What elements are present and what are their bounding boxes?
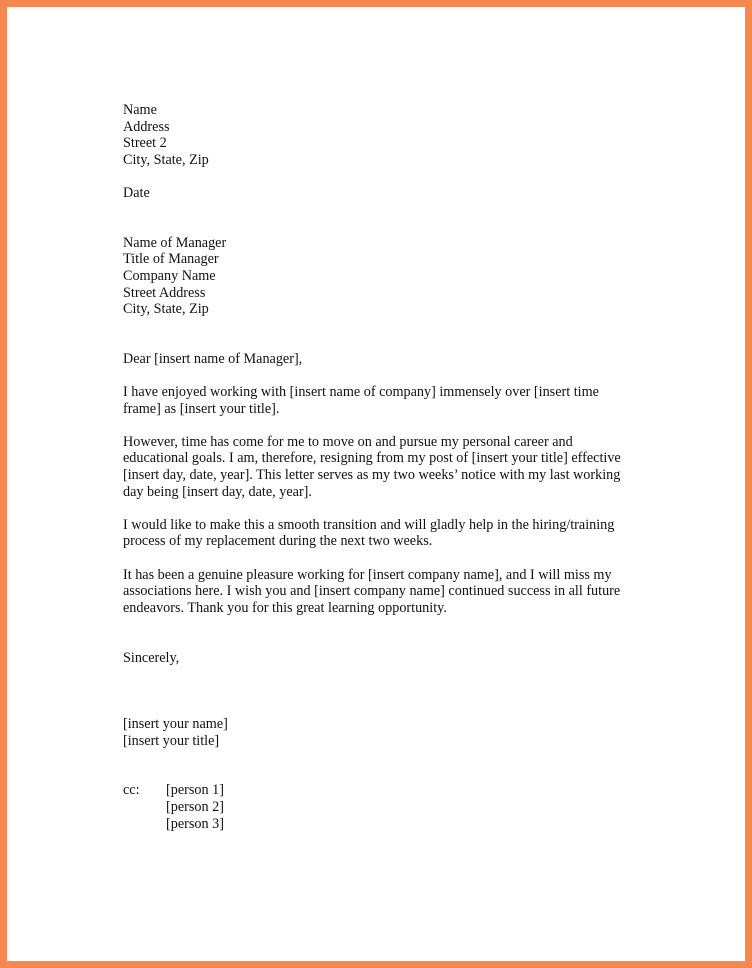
paragraph-line: [insert day, date, year]. This letter serves as my two weeks’ notice with my last working xyxy=(123,467,621,484)
cc-recipient: [person 2] xyxy=(166,798,224,815)
date-block xyxy=(123,185,643,202)
paragraph-line: It has been a genuine pleasure working for [insert company name], and I will miss my xyxy=(123,566,612,583)
paragraph-line: process of my replacement during the next two weeks. xyxy=(123,533,433,550)
signature-title: [insert your title] xyxy=(123,732,220,749)
letter-date: Date xyxy=(123,184,150,201)
sender-address-block xyxy=(123,102,643,168)
salutation-block xyxy=(123,351,643,368)
recipient-city-state-zip: City, State, Zip xyxy=(123,301,209,318)
recipient-address-block xyxy=(123,235,643,318)
cc-recipient: [person 1] xyxy=(166,782,224,799)
recipient-title: Title of Manager xyxy=(123,251,219,268)
paragraph-line: endeavors. Thank you for this great learning opportunity. xyxy=(123,599,447,616)
body-paragraph-2 xyxy=(123,434,643,500)
cc-label: cc: xyxy=(123,782,140,799)
sender-name: Name xyxy=(123,102,157,118)
body-paragraph-1 xyxy=(123,384,643,417)
recipient-company: Company Name xyxy=(123,267,216,284)
cc-block xyxy=(123,782,643,832)
salutation: Dear [insert name of Manager], xyxy=(123,350,303,367)
closing-block xyxy=(123,650,643,667)
signature-name: [insert your name] xyxy=(123,715,228,732)
sender-address: Address xyxy=(123,118,170,135)
signature-block xyxy=(123,716,643,749)
cc-recipient-list xyxy=(166,782,643,832)
paragraph-line: I have enjoyed working with [insert name of company] immensely over [insert time xyxy=(123,384,599,401)
recipient-name: Name of Manager xyxy=(123,234,227,251)
sender-street-2: Street 2 xyxy=(123,135,167,152)
resignation-letter xyxy=(123,102,643,832)
paragraph-line: I would like to make this a smooth transition and will gladly help in the hiring/training xyxy=(123,516,615,533)
paragraph-line: day being [insert day, date, year]. xyxy=(123,483,312,500)
paragraph-line: educational goals. I am, therefore, resigning from my post of [insert your title] effective xyxy=(123,450,621,467)
sender-city-state-zip: City, State, Zip xyxy=(123,151,209,168)
body-paragraph-3 xyxy=(123,517,643,550)
cc-recipient: [person 3] xyxy=(166,815,224,832)
paragraph-line: However, time has come for me to move on and pursue my personal career and xyxy=(123,433,573,450)
paragraph-line: associations here. I wish you and [insert company name] continued success in all future xyxy=(123,583,621,600)
paragraph-line: frame] as [insert your title]. xyxy=(123,400,280,417)
recipient-street: Street Address xyxy=(123,284,206,301)
body-paragraph-4 xyxy=(123,567,643,617)
closing: Sincerely, xyxy=(123,649,180,666)
